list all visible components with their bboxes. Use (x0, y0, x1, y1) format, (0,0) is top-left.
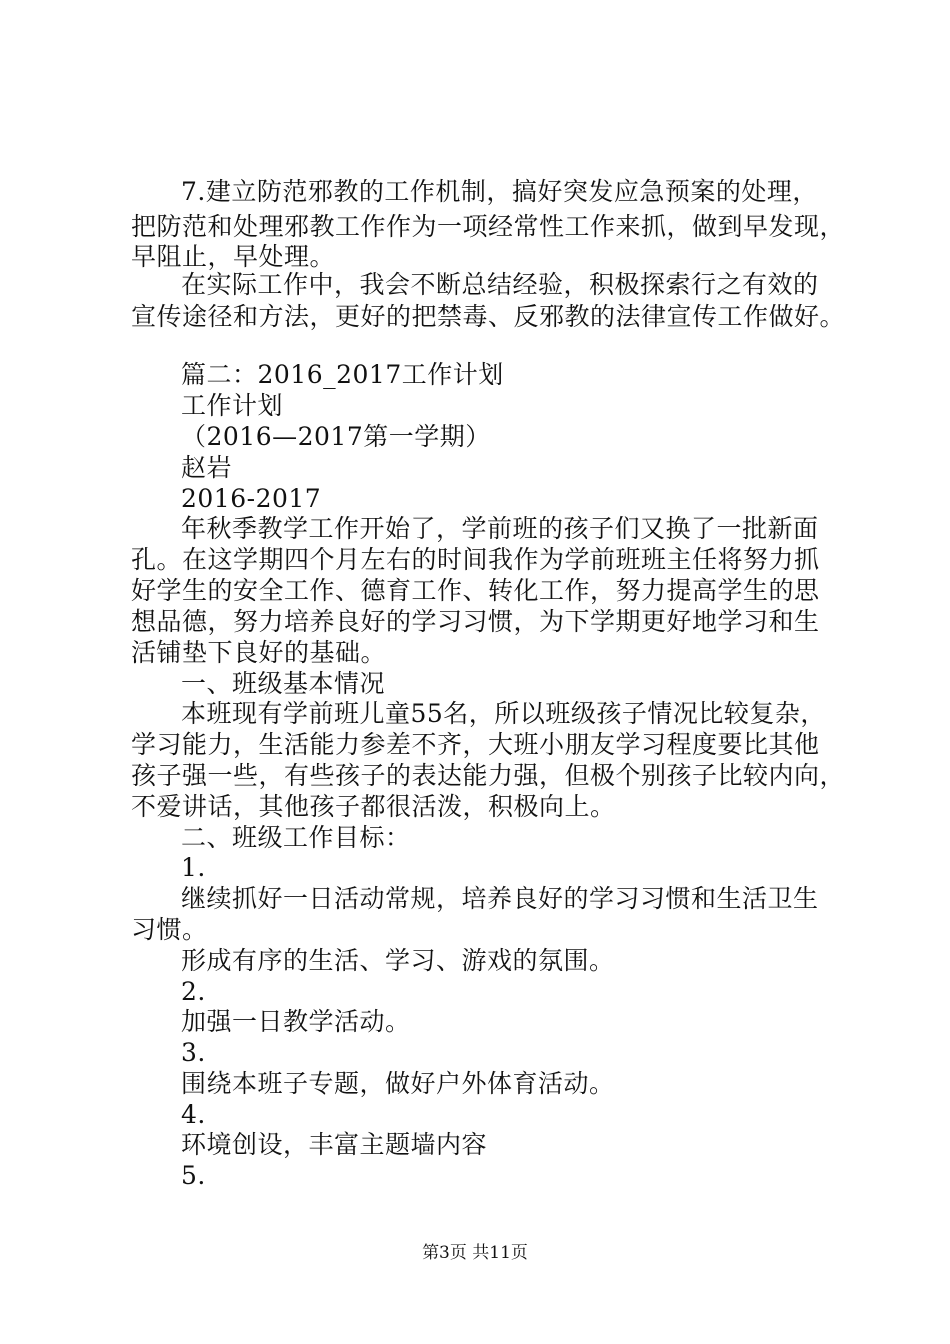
paragraph-line: 孔。在这学期四个月左右的时间我作为学前班班主任将努力抓 (131, 545, 820, 574)
paragraph-line: 年秋季教学工作开始了，学前班的孩子们又换了一批新面 (181, 514, 819, 543)
list-number: 4. (181, 1100, 206, 1129)
paragraph-line: 想品德，努力培养良好的学习习惯，为下学期更好地学习和生 (131, 607, 820, 636)
paragraph-line: 不爱讲话，其他孩子都很活泼，积极向上。 (131, 792, 616, 821)
paragraph-line: 在实际工作中，我会不断总结经验，积极探索行之有效的 (181, 270, 819, 299)
paragraph-line: 好学生的安全工作、德育工作、转化工作，努力提高学生的思 (131, 576, 820, 605)
paragraph-line: 活铺垫下良好的基础。 (131, 638, 387, 667)
list-number: 1. (181, 853, 206, 882)
document-title: 工作计划 (181, 391, 284, 420)
list-number: 3. (181, 1038, 206, 1067)
paragraph-line: 早阻止，早处理。 (131, 242, 336, 271)
section-heading: 一、班级基本情况 (181, 669, 386, 698)
paragraph-line: 学习能力，生活能力参差不齐，大班小朋友学习程度要比其他 (131, 730, 820, 759)
section-heading: 二、班级工作目标： (181, 823, 411, 852)
list-item: 围绕本班子专题，做好户外体育活动。 (181, 1069, 615, 1098)
paragraph-line: 孩子强一些，有些孩子的表达能力强，但极个别孩子比较内向， (131, 761, 846, 790)
paragraph-line: 把防范和处理邪教工作作为一项经常性工作来抓，做到早发现， (131, 212, 846, 241)
list-number: 5. (181, 1161, 206, 1190)
paragraph-line: 7.建立防范邪教的工作机制，搞好突发应急预案的处理， (181, 177, 818, 206)
list-item: 继续抓好一日活动常规，培养良好的学习习惯和生活卫生 (181, 884, 819, 913)
list-item: 环境创设，丰富主题墙内容 (181, 1130, 488, 1159)
section-heading: 篇二：2016_2017工作计划 (181, 360, 504, 389)
page-number-footer: 第3页 共11页 (422, 1243, 528, 1263)
paragraph-line: 本班现有学前班儿童55名，所以班级孩子情况比较复杂， (181, 699, 826, 728)
list-item: 形成有序的生活、学习、游戏的氛围。 (181, 946, 615, 975)
paragraph-line: 宣传途径和方法，更好的把禁毒、反邪教的法律宣传工作做好。 (131, 302, 846, 331)
list-item: 加强一日教学活动。 (181, 1007, 411, 1036)
list-number: 2. (181, 977, 206, 1006)
author-name: 赵岩 (181, 453, 233, 482)
list-item: 习惯。 (131, 915, 208, 944)
year-range: 2016-2017 (181, 484, 322, 513)
term-label: （2016—2017第一学期） (181, 422, 491, 451)
